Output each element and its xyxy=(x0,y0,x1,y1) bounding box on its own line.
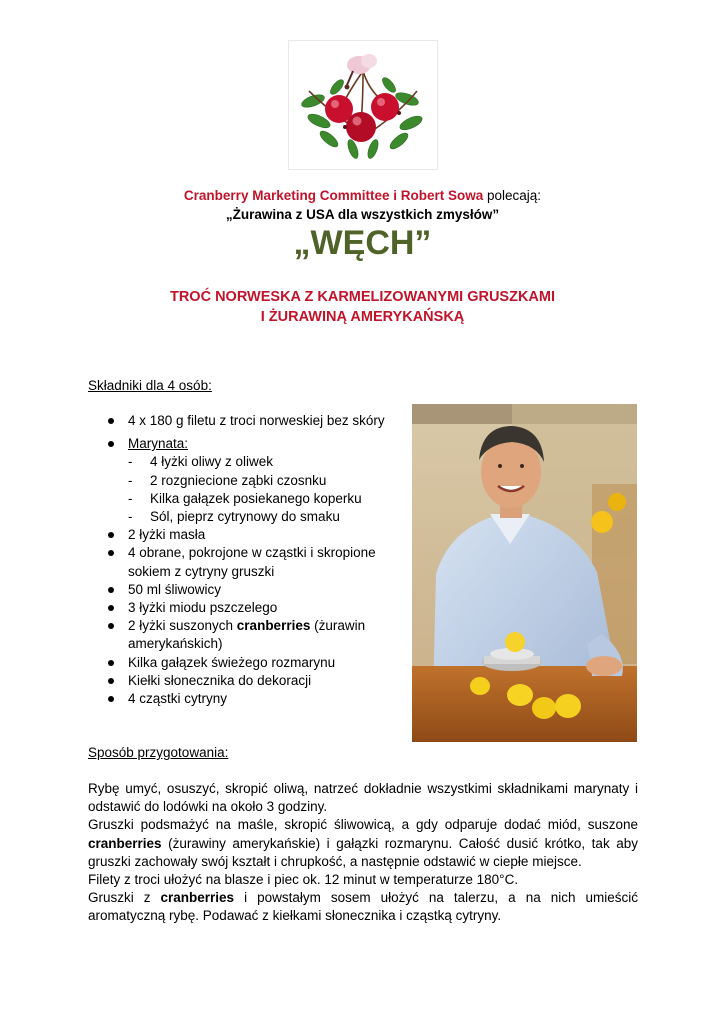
method-heading: Sposób przygotowania: xyxy=(88,745,229,760)
bullet-icon xyxy=(108,532,114,538)
bullet-icon xyxy=(108,587,114,593)
ingredients-heading: Składniki dla 4 osób: xyxy=(88,378,212,393)
bullet-icon xyxy=(108,605,114,611)
bullet-icon xyxy=(108,418,114,424)
ingredient-text: 4 x 180 g filetu z troci norweskiej bez skóry xyxy=(128,413,385,428)
ingredients-list xyxy=(106,412,396,708)
method-paragraph-3: Filety z troci ułożyć na blasze i piec ok. 12 minut w temperaturze 180°C. xyxy=(88,872,519,888)
bullet-icon xyxy=(108,678,114,684)
ingredient-text: 2 rozgniecione ząbki czosnku xyxy=(150,472,327,488)
cranberry-logo xyxy=(288,40,438,170)
recipe-title-line2: I ŻURAWINĄ AMERYKAŃSKĄ xyxy=(260,309,465,325)
list-item xyxy=(106,412,396,430)
bullet-icon xyxy=(108,696,114,702)
list-item xyxy=(106,617,396,653)
method-bold: cranberries xyxy=(160,890,235,906)
method-paragraph-4 xyxy=(88,889,638,925)
list-item xyxy=(106,435,396,453)
list-item xyxy=(106,690,396,708)
method-paragraph-2 xyxy=(88,816,638,871)
sponsor-cranberry-committee: Cranberry Marketing Committee xyxy=(183,188,390,203)
dash-icon: - xyxy=(128,472,133,488)
method-text-part: Gruszki z xyxy=(88,890,161,906)
method-text-part: (żurawiny amerykańskie) i gałązki rozmarynu. Całość dusić krótko, tak aby gruszki zachowały swój kształt i chrupkość, a następnie odstawić w ciepłe miejsce. xyxy=(88,835,638,869)
bullet-icon xyxy=(108,550,114,556)
ingredient-text: 50 ml śliwowicy xyxy=(128,581,222,597)
bullet-icon xyxy=(108,441,114,447)
list-item xyxy=(106,599,396,617)
method-text-part: i powstałym sosem ułożyć na talerzu, a na nich umieścić aromatyczną rybę. Podawać z kiełkami słonecznika i cząstką cytryny. xyxy=(88,890,638,924)
bullet-icon xyxy=(108,623,114,629)
ingredient-bold: cranberries xyxy=(236,618,311,634)
method-text xyxy=(88,780,638,926)
recipe-title xyxy=(0,287,725,327)
marinade-label: Marynata: xyxy=(128,436,189,452)
list-item xyxy=(106,672,396,690)
sponsor-robert-sowa: Robert Sowa xyxy=(400,188,484,203)
ingredient-text: 3 łyżki miodu pszczelego xyxy=(128,600,278,616)
ingredient-text: (żurawin xyxy=(310,618,366,634)
list-item xyxy=(106,654,396,672)
list-item xyxy=(106,544,396,580)
ingredient-text: 4 łyżki oliwy z oliwek xyxy=(150,454,274,470)
method-text-part: Gruszki podsmażyć na maśle, skropić śliwowicą, a gdy odparuje dodać miód, suszone xyxy=(88,817,638,833)
ingredient-text-cont: sokiem z cytryny gruszki xyxy=(128,563,275,579)
ingredient-text-cont: amerykańskich) xyxy=(128,636,223,652)
chef-portrait-icon xyxy=(412,404,637,742)
ingredient-text: 2 łyżki suszonych xyxy=(128,618,237,634)
cranberry-branch-icon xyxy=(289,41,437,169)
page-title: „WĘCH” xyxy=(293,224,432,262)
ingredient-text: Sól, pieprz cytrynowy do smaku xyxy=(150,509,340,525)
sponsors-line xyxy=(0,188,725,203)
dash-icon: - xyxy=(128,509,133,525)
list-item xyxy=(106,526,396,544)
sub-list-item xyxy=(106,508,396,526)
ingredient-text: Kilka gałązek świeżego rozmarynu xyxy=(128,654,336,670)
ingredient-text: Kiełki słonecznika do dekoracji xyxy=(128,672,312,688)
method-paragraph-1: Rybę umyć, osuszyć, skropić oliwą, natrzeć dokładnie wszystkimi składnikami marynaty i odstawić do lodówki na około 3 godziny. xyxy=(88,781,638,815)
chef-photo xyxy=(412,404,637,742)
sub-list-item xyxy=(106,472,396,490)
ingredient-text: 4 obrane, pokrojone w cząstki i skropione xyxy=(128,545,376,561)
method-bold: cranberries xyxy=(88,835,162,851)
dash-icon: - xyxy=(128,490,133,506)
sponsor-verb: polecają: xyxy=(483,188,542,203)
list-item xyxy=(106,581,396,599)
sub-list-item xyxy=(106,453,396,471)
ingredient-text: 2 łyżki masła xyxy=(128,527,206,543)
campaign-slogan: „Żurawina z USA dla wszystkich zmysłów” xyxy=(225,207,500,222)
bullet-icon xyxy=(108,660,114,666)
dash-icon: - xyxy=(128,454,133,470)
recipe-title-line1: TROĆ NORWESKA Z KARMELIZOWANYMI GRUSZKAMI xyxy=(169,289,556,305)
sponsor-conjunction: i xyxy=(389,188,401,203)
sub-list-item xyxy=(106,490,396,508)
ingredient-text: 4 cząstki cytryny xyxy=(128,691,228,707)
ingredient-text: Kilka gałązek posiekanego koperku xyxy=(150,490,362,506)
